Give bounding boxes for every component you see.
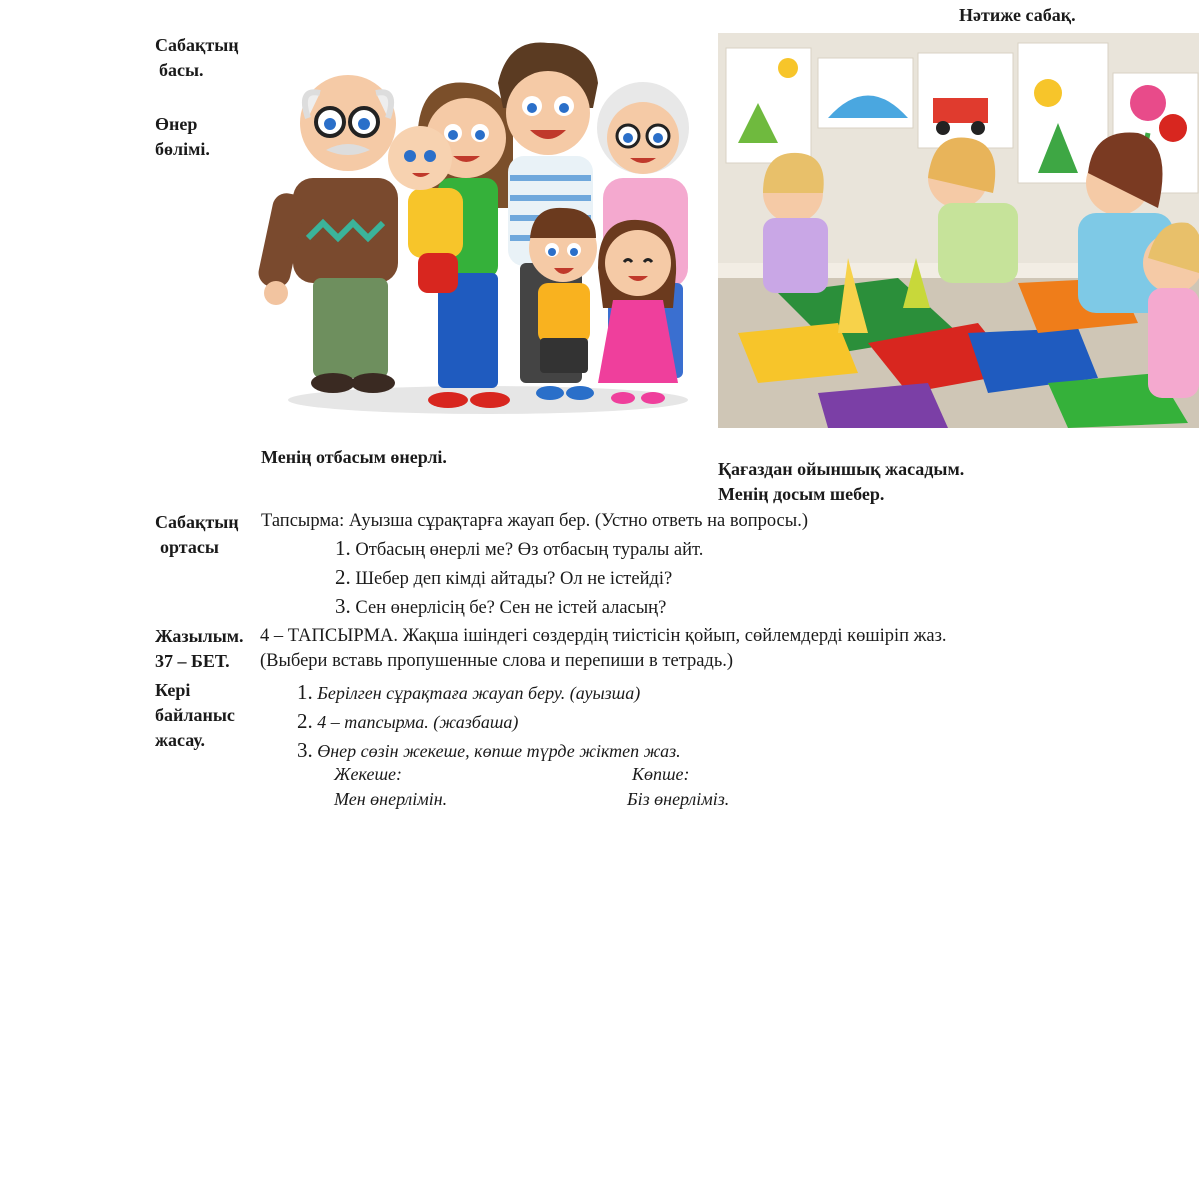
question-text: Отбасың өнерлі ме? Өз отбасың туралы айт. (355, 540, 704, 560)
family-caption: Менің отбасым өнерлі. (261, 447, 447, 467)
feedback-list (297, 680, 681, 764)
question-list (335, 536, 703, 623)
question-item (335, 536, 703, 565)
question-item (335, 565, 703, 594)
question-text: Шебер деп кімді айтады? Ол не істейді? (355, 569, 673, 589)
art-class-caption-line1: Қағаздан ойыншық жасадым. (718, 459, 965, 479)
question-text: Сен өнерлісің бе? Сен не істей аласың? (355, 598, 667, 618)
oral-task-text: Тапсырма: Ауызша сұрақтарға жауап бер. (Устно ответь на вопросы.) (261, 511, 808, 531)
writing-task-line2: (Выбери вставь пропушенные слова и перепиши в тетрадь.) (260, 651, 734, 671)
lesson-middle-label-line2: ортасы (160, 537, 219, 557)
singular-example: Мен өнерлімін. (334, 789, 448, 809)
lesson-start-label-line2: басы. (159, 60, 204, 80)
plural-example: Біз өнерліміз. (627, 789, 730, 809)
feedback-item (297, 680, 681, 709)
art-class-photo-drawing (718, 33, 1199, 428)
writing-label-line2: 37 – БЕТ. (155, 651, 230, 671)
feedback-text: Өнер сөзін жекеше, көпше түрде жіктеп жаз. (317, 741, 681, 761)
feedback-label-line3: жасау. (155, 730, 206, 750)
question-number: 1. (335, 536, 351, 560)
feedback-label-line1: Кері (155, 680, 191, 700)
feedback-text: 4 – тапсырма. (жазбаша) (317, 712, 519, 732)
writing-task-line1: 4 – ТАПСЫРМА. Жақша ішіндегі сөздердің тиістісін қойып, сөйлемдерді көшіріп жаз. (260, 626, 947, 646)
feedback-item (297, 738, 681, 764)
writing-label (155, 624, 260, 674)
feedback-item (297, 709, 681, 738)
family-illustration (258, 38, 713, 420)
question-number: 2. (335, 565, 351, 589)
question-number: 3. (335, 594, 351, 618)
feedback-number: 2. (297, 709, 313, 733)
result-heading: Нәтиже сабақ. (959, 5, 1076, 25)
grandfather-figure (258, 75, 398, 393)
lesson-middle-label-line1: Сабақтың (155, 512, 239, 532)
writing-label-line1: Жазылым. (155, 626, 244, 646)
lesson-start-label (155, 33, 255, 83)
plural-header: Көпше: (632, 764, 690, 784)
singular-header: Жекеше: (334, 764, 403, 784)
feedback-label-line2: байланыс (155, 705, 235, 725)
lesson-start-label-line1: Сабақтың (155, 35, 239, 55)
art-class-caption-line2: Менің досым шебер. (718, 484, 885, 504)
art-section-label (155, 112, 255, 162)
question-item (335, 594, 703, 623)
art-section-label-line1: Өнер (155, 114, 198, 134)
art-class-caption (718, 457, 964, 507)
art-class-photo (718, 33, 1199, 428)
lesson-middle-label (155, 510, 255, 560)
writing-task (260, 624, 947, 674)
art-section-label-line2: бөлімі. (155, 139, 210, 159)
feedback-text: Берілген сұрақтаға жауап беру. (ауызша) (317, 683, 641, 703)
feedback-number: 3. (297, 738, 313, 762)
feedback-number: 1. (297, 680, 313, 704)
feedback-label (155, 678, 260, 753)
